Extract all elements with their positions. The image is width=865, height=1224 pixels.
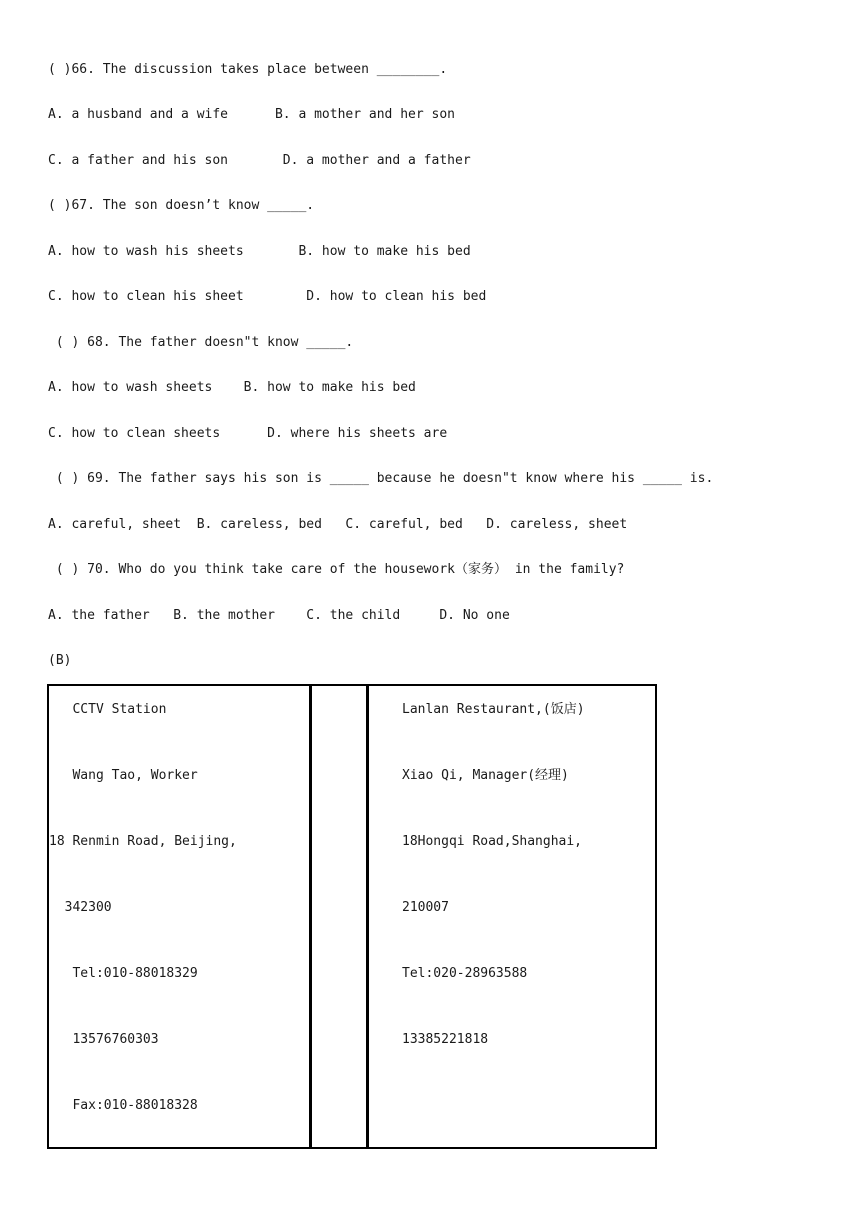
card-right-line-6: 13385221818: [402, 1032, 489, 1047]
card-right-line-5: Tel:020-28963588: [402, 966, 528, 981]
card-left-line-1: CCTV Station: [49, 702, 167, 717]
question-66: ( )66. The discussion takes place between ________.: [48, 62, 448, 77]
card-right-line-1: Lanlan Restaurant,(饭店): [402, 702, 585, 717]
question-67: ( )67. The son doesn’t know _____.: [48, 198, 315, 213]
question-68-options-cd: C. how to clean sheets D. where his sheets are: [48, 426, 448, 441]
card-left-line-2: Wang Tao, Worker: [49, 768, 198, 783]
question-69-options: A. careful, sheet B. careless, bed C. careful, bed D. careless, sheet: [48, 517, 628, 532]
question-67-options-cd: C. how to clean his sheet D. how to clean his bed: [48, 289, 487, 304]
question-66-options-cd: C. a father and his son D. a mother and a father: [48, 153, 471, 168]
card-right-line-3: 18Hongqi Road,Shanghai,: [402, 834, 583, 849]
business-card-table: [47, 684, 657, 1149]
card-left-line-3: 18 Renmin Road, Beijing,: [49, 834, 237, 849]
card-left-line-6: 13576760303: [49, 1032, 159, 1047]
question-70-options: A. the father B. the mother C. the child D. No one: [48, 608, 510, 623]
card-left-line-4: 342300: [49, 900, 112, 915]
card-right-line-4: 210007: [402, 900, 449, 915]
card-right-line-2: Xiao Qi, Manager(经理): [402, 768, 569, 783]
question-67-options-ab: A. how to wash his sheets B. how to make his bed: [48, 244, 471, 259]
question-68: ( ) 68. The father doesn"t know _____.: [48, 335, 354, 350]
card-left-line-5: Tel:010-88018329: [49, 966, 198, 981]
question-69: ( ) 69. The father says his son is _____ because he doesn"t know where his _____ is.: [48, 471, 714, 486]
card-left-line-7: Fax:010-88018328: [49, 1098, 198, 1113]
column-divider-right: [366, 686, 369, 1147]
question-66-options-ab: A. a husband and a wife B. a mother and her son: [48, 107, 455, 122]
question-68-options-ab: A. how to wash sheets B. how to make his bed: [48, 380, 416, 395]
section-label-b: (B): [48, 653, 72, 668]
question-70: ( ) 70. Who do you think take care of the housework（家务） in the family?: [48, 562, 625, 577]
column-divider-left: [309, 686, 312, 1147]
